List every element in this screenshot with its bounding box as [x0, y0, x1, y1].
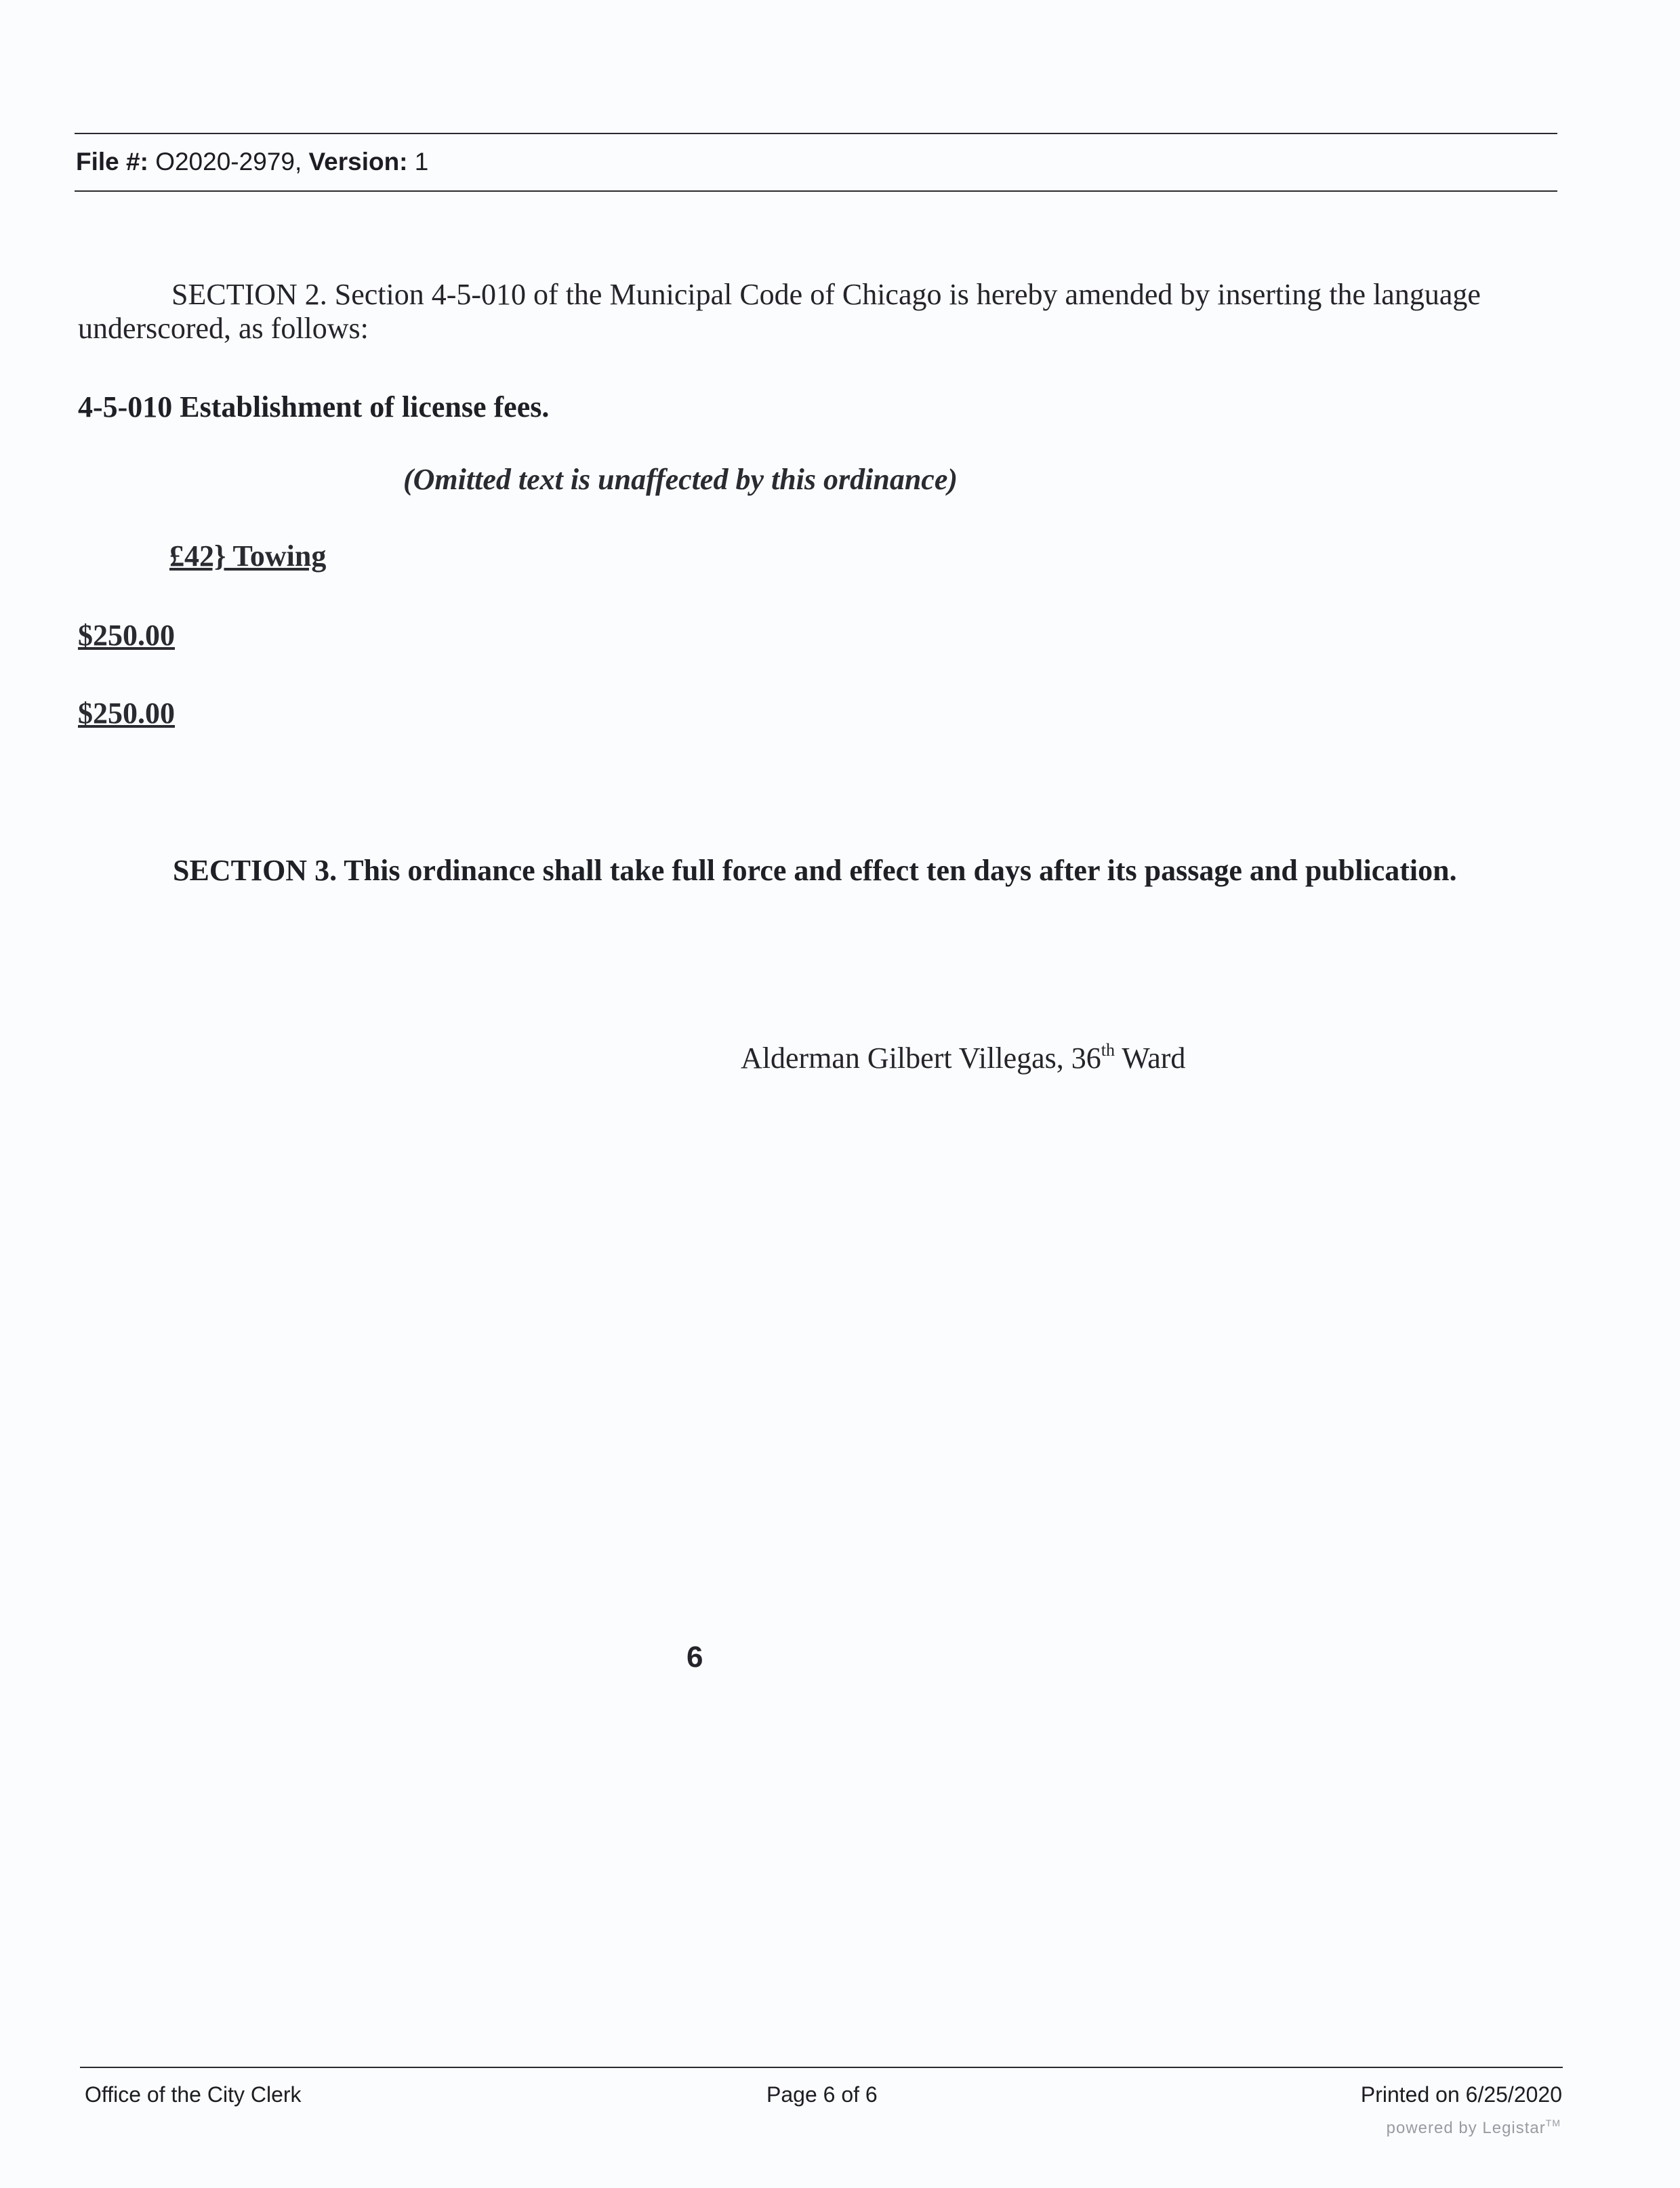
footer-printed-date: Printed on 6/25/2020 [1360, 2082, 1562, 2107]
header-top-rule [75, 133, 1557, 134]
header-bottom-rule [75, 190, 1557, 192]
trademark-mark: TM [1545, 2118, 1561, 2128]
section-3-paragraph [78, 852, 1521, 890]
powered-by-text: powered by Legistar [1386, 2119, 1546, 2137]
section-3-text: SECTION 3. This ordinance shall take full force and effect ten days after its passage and publication. [173, 854, 1457, 887]
version-label: Version: [308, 148, 408, 176]
signature-ward: Ward [1115, 1041, 1186, 1075]
signature-ordinal: th [1101, 1040, 1115, 1060]
file-separator: , [294, 148, 302, 176]
footer-office: Office of the City Clerk [85, 2082, 302, 2107]
file-number: O2020-2979 [155, 148, 295, 176]
section-2-paragraph [78, 278, 1521, 346]
section-2-text: SECTION 2. Section 4-5-010 of the Municipal Code of Chicago is hereby amended by inserting the language underscored, as follows: [78, 278, 1481, 345]
footer-page-count: Page 6 of 6 [766, 2082, 878, 2107]
page-number: 6 [687, 1640, 703, 1674]
omitted-text-note: (Omitted text is unaffected by this ordinance) [403, 463, 958, 496]
footer-rule [80, 2067, 1563, 2068]
footer-powered-by [1387, 2119, 1561, 2138]
alderman-signature [741, 1041, 1185, 1075]
fee-amount: $250.00 [78, 697, 175, 730]
version-number: 1 [414, 148, 429, 176]
file-label: File #: [76, 148, 148, 176]
code-section-heading: 4-5-010 Establishment of license fees. [78, 390, 550, 424]
signature-name: Alderman Gilbert Villegas, 36 [741, 1041, 1101, 1075]
file-header [76, 148, 428, 176]
towing-license-item: £42} Towing [169, 539, 327, 573]
fee-amount: $250.00 [78, 619, 175, 652]
